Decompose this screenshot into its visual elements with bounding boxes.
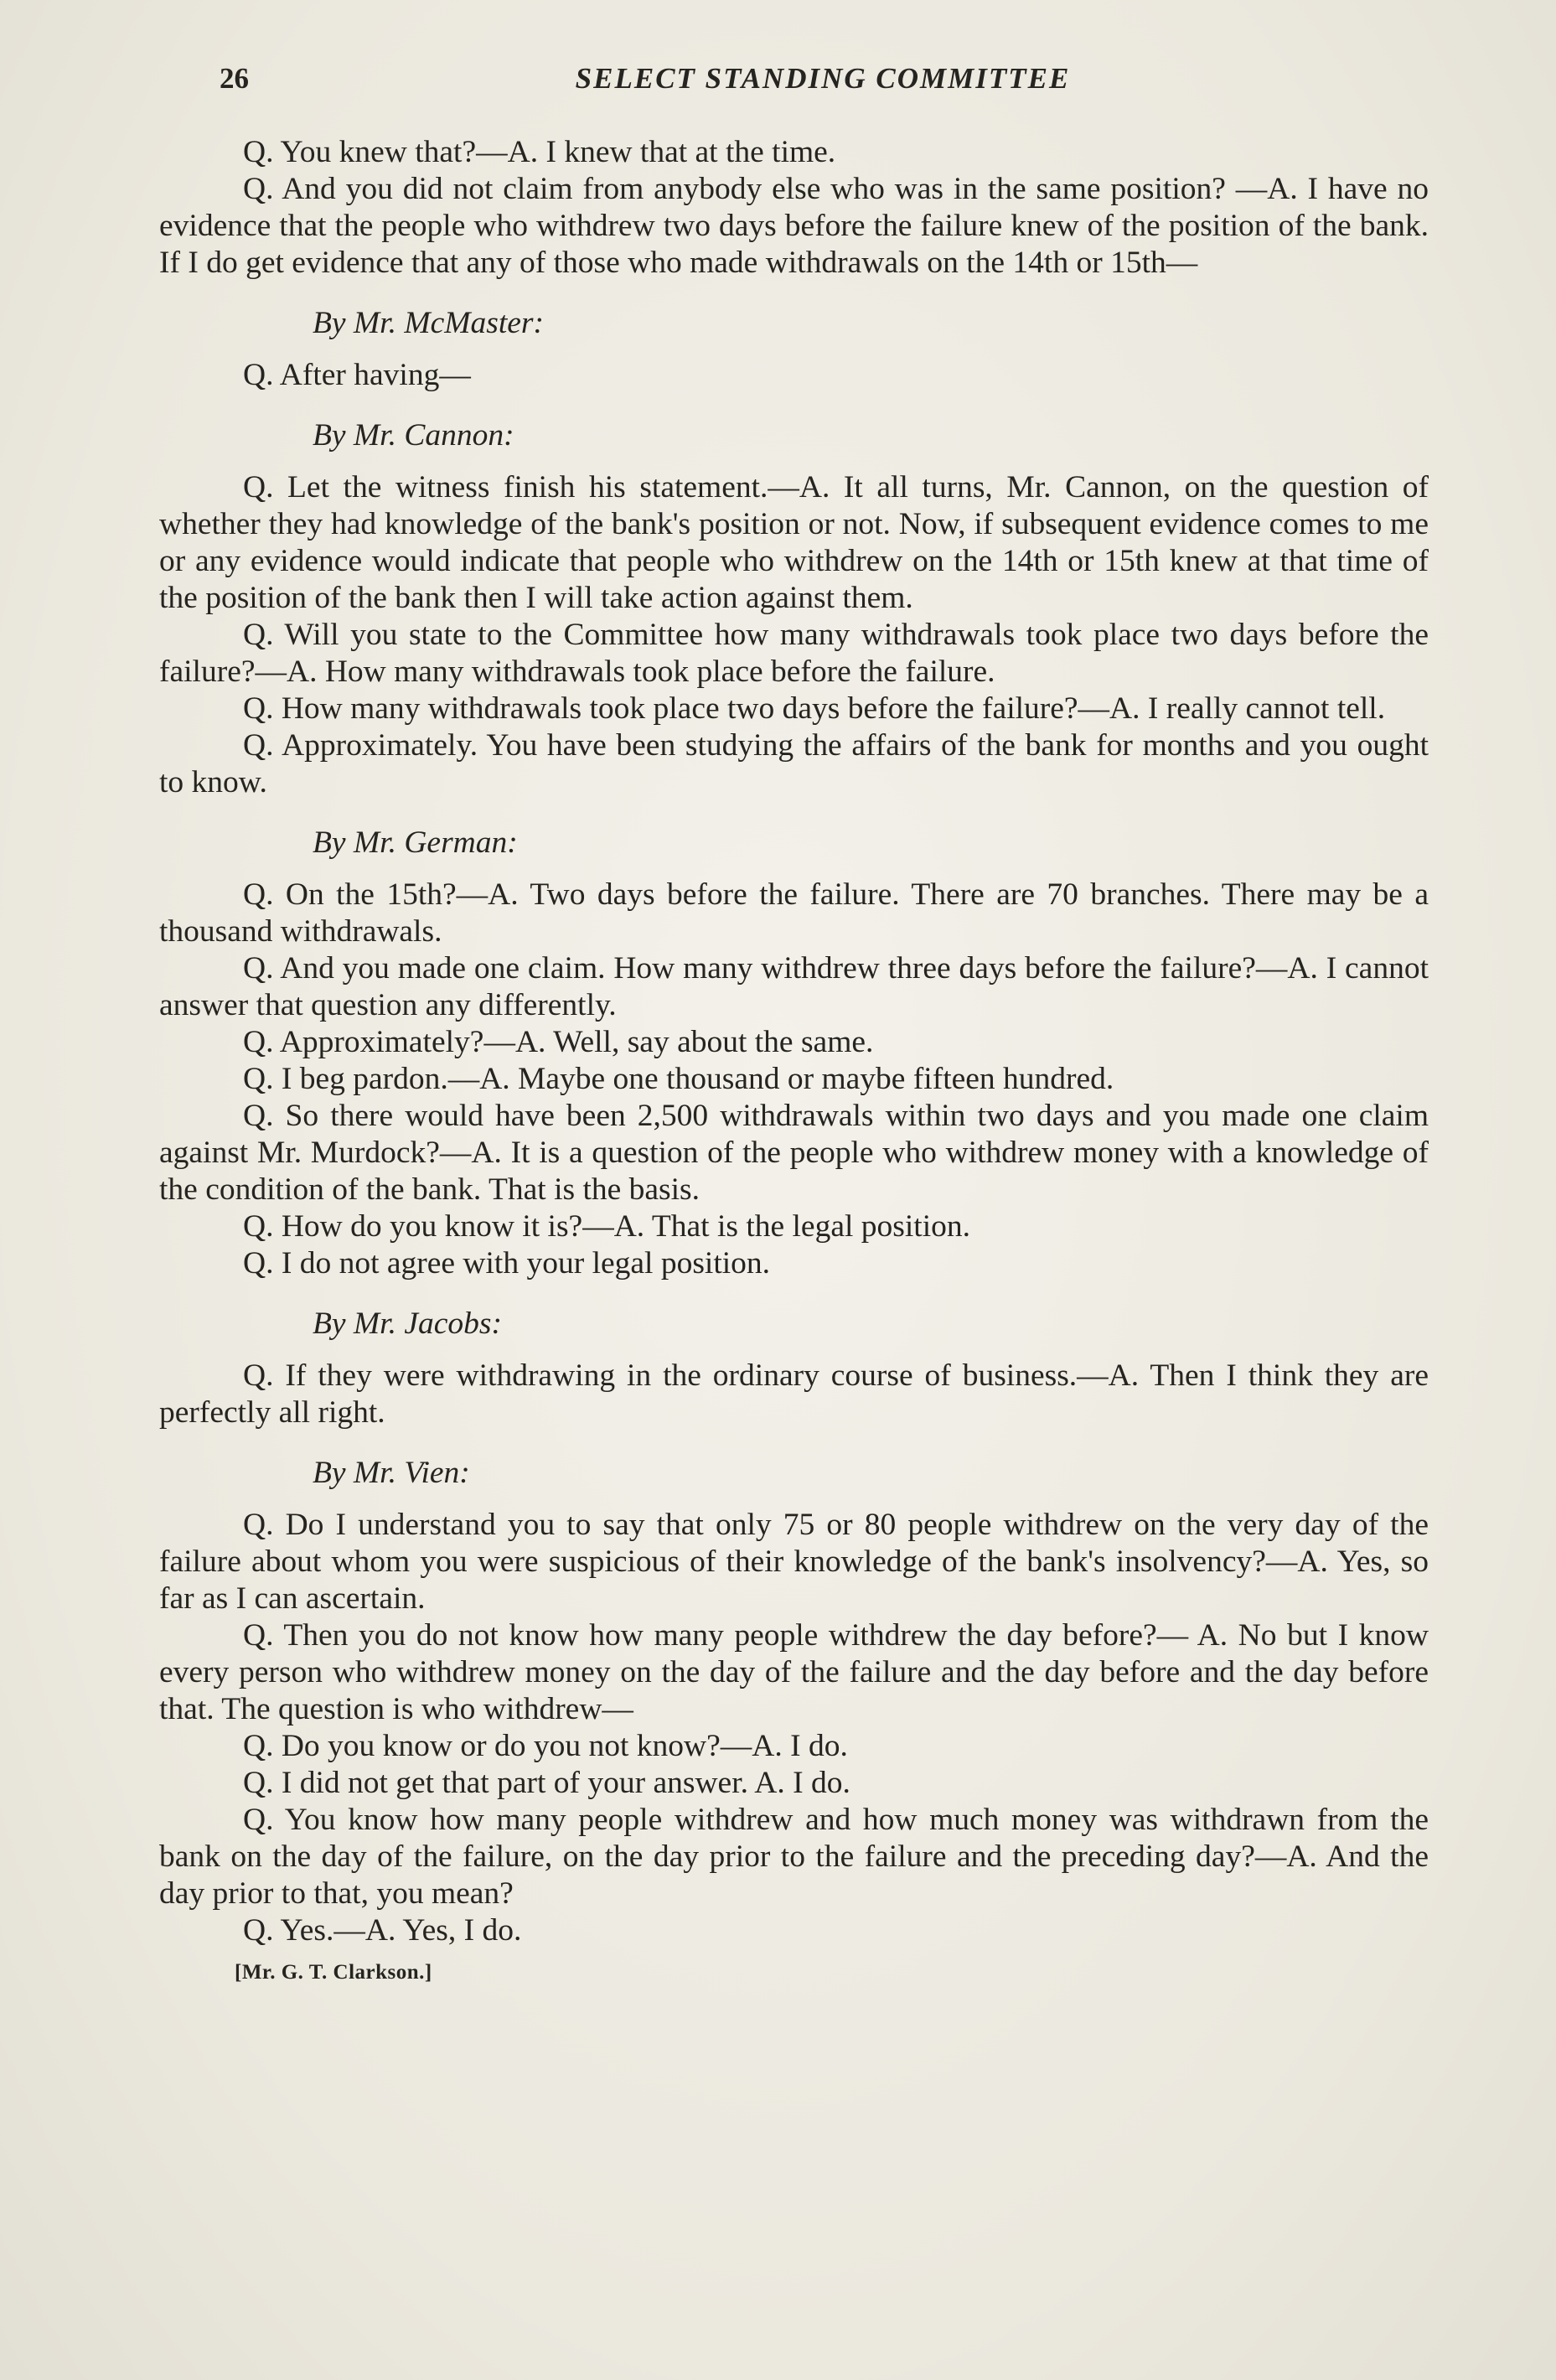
transcript-body — [159, 134, 1429, 1991]
paragraph: Q. I beg pardon.—A. Maybe one thousand or maybe fifteen hundred. — [243, 1062, 1114, 1096]
paragraph: Q. Do you know or do you not know?—A. I do. — [243, 1729, 848, 1763]
paragraph: Q. On the 15th?—A. Two days before the failure. There are 70 branches. There may be a thousand withdrawals. — [159, 877, 1429, 949]
paragraph: Q. So there would have been 2,500 withdrawals within two days and you made one claim against Mr. Murdock?—A. It is a question of the people who withdrew money with a knowledge of the condition of the bank. That is the basis. — [159, 1099, 1429, 1207]
speaker-heading: By Mr. German: — [313, 825, 518, 860]
paragraph: Q. How do you know it is?—A. That is the legal position. — [243, 1209, 970, 1244]
speaker-heading: By Mr. McMaster: — [313, 306, 544, 340]
running-title: SELECT STANDING COMMITTEE — [575, 62, 1071, 95]
paragraph: Q. If they were withdrawing in the ordinary course of business.—A. Then I think they are perfectly all right. — [159, 1358, 1429, 1430]
paragraph: Q. You know how many people withdrew and how much money was withdrawn from the bank on the day of the failure, on the day prior to the failure and the preceding day?—A. And the day prior to that, you mean? — [159, 1803, 1429, 1911]
paragraph: Q. And you made one claim. How many withdrew three days before the failure?—A. I cannot answer that question any differently. — [159, 951, 1429, 1022]
page-header — [220, 62, 1426, 112]
paragraph: Q. Do I understand you to say that only 75 or 80 people withdrew on the very day of the failure about whom you were suspicious of their knowledge of the bank's insolvency?—A. Yes, so far as I can ascertain. — [159, 1508, 1429, 1616]
paragraph: Q. Then you do not know how many people withdrew the day before?— A. No but I know every person who withdrew money on the day of the failure and the day before and the day before that. The question is who withdrew— — [159, 1618, 1429, 1726]
paragraph: Q. Approximately. You have been studying the affairs of the bank for months and you ought to know. — [159, 728, 1429, 799]
paragraph: Q. How many withdrawals took place two days before the failure?—A. I really cannot tell. — [243, 691, 1386, 726]
paragraph: Q. I did not get that part of your answer. A. I do. — [243, 1766, 850, 1800]
page-number: 26 — [220, 62, 249, 95]
speaker-heading: By Mr. Vien: — [313, 1456, 470, 1490]
paragraph: Q. You knew that?—A. I knew that at the time. — [243, 135, 836, 169]
paragraph: Q. And you did not claim from anybody else who was in the same position? —A. I have no evidence that the people who withdrew two days before the failure knew of the position of the bank. If I do get evidence that any of those who made withdrawals on the 14th or 15th— — [159, 172, 1429, 280]
witness-footnote: [Mr. G. T. Clarkson.] — [235, 1961, 432, 1984]
paragraph: Q. Approximately?—A. Well, say about the same. — [243, 1025, 874, 1059]
paragraph: Q. Will you state to the Committee how many withdrawals took place two days before the failure?—A. How many withdrawals took place before the failure. — [159, 618, 1429, 689]
speaker-heading: By Mr. Jacobs: — [313, 1306, 502, 1341]
paragraph: Q. I do not agree with your legal position. — [243, 1246, 771, 1281]
paragraph: Q. After having— — [243, 358, 471, 392]
speaker-heading: By Mr. Cannon: — [313, 418, 514, 453]
paragraph: Q. Let the witness finish his statement.—A. It all turns, Mr. Cannon, on the question of whether they had knowledge of the bank's position or not. Now, if subsequent evidence comes to me or any evidence would indicate that people who withdrew on the 14th or 15th knew at that time of the position of the bank then I will take action against them. — [159, 470, 1429, 615]
paragraph: Q. Yes.—A. Yes, I do. — [243, 1913, 522, 1948]
